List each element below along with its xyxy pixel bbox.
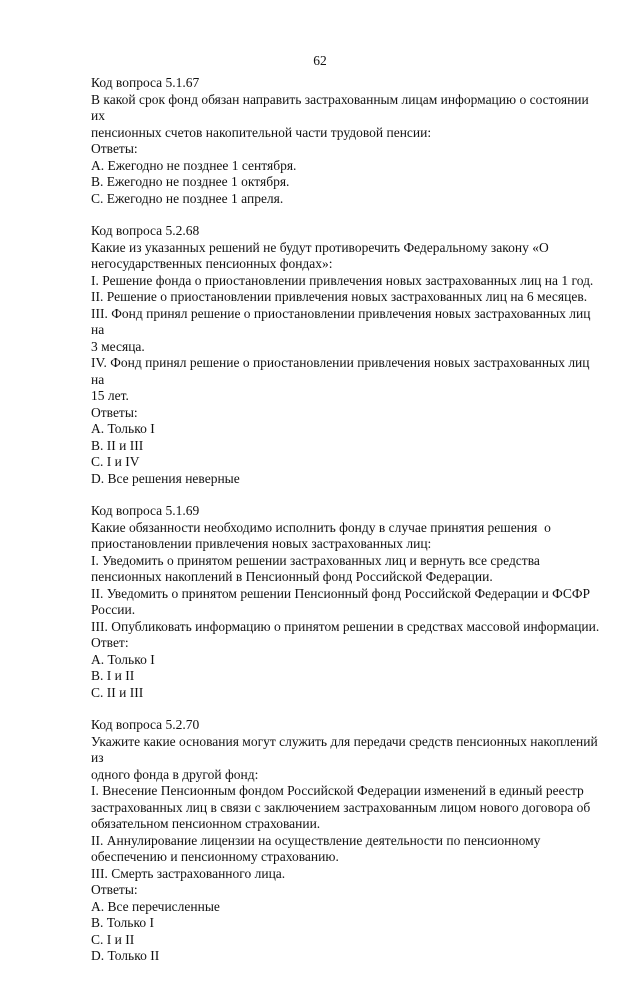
question-block [91, 75, 601, 207]
answer-option: А. Только I [91, 651, 155, 667]
answer-option: В. I и II [91, 668, 135, 683]
question-text-line: I. Внесение Пенсионным фондом Российской Федерации изменений в единый реестр [91, 783, 584, 798]
question-text-line: 3 месяца. [91, 338, 145, 354]
answers-label: Ответы: [91, 882, 138, 897]
answers-label: Ответы: [91, 404, 138, 420]
answer-option: С. II и III [91, 684, 144, 700]
answer-option: A. Все перечисленные [91, 898, 220, 914]
answers-label: Ответ: [91, 635, 129, 650]
question-text-line: пенсионных накоплений в Пенсионный фонд Российской Федерации. [91, 569, 493, 584]
question-text-line: Какие обязанности необходимо исполнить фонду в случае принятия решения о [91, 519, 551, 535]
question-text-line: пенсионных счетов накопительной части трудовой пенсии: [91, 124, 432, 140]
answers-label: Ответы: [91, 141, 138, 156]
question-text-line: II. Уведомить о принятом решении Пенсионный фонд Российской Федерации и ФСФР [91, 585, 591, 601]
page-number: 62 [313, 53, 327, 68]
question-code: Код вопроса 5.2.68 [91, 223, 200, 238]
question-text-line: В какой срок фонд обязан направить застрахованным лицам информацию о состоянии их [91, 91, 593, 123]
answer-option: В. Ежегодно не позднее 1 октября. [91, 174, 290, 189]
question-text-line: Какие из указанных решений не будут противоречить Федеральному закону «О [91, 239, 549, 255]
answer-option: C. I и II [91, 931, 135, 947]
question-text-line: I. Решение фонда о приостановлении привлечения новых застрахованных лиц на 1 год. [91, 272, 594, 288]
question-text-line: I. Уведомить о принятом решении застрахованных лиц и вернуть все средства [91, 552, 540, 568]
question-text-line: 15 лет. [91, 388, 129, 403]
question-text-line: II. Решение о приостановлении привлечения новых застрахованных лиц на 6 месяцев. [91, 289, 588, 304]
answer-option: B. II и III [91, 437, 144, 453]
question-text-line: обязательном пенсионном страховании. [91, 816, 321, 831]
question-text-line: III. Опубликовать информацию о принятом решении в средствах массовой информации. [91, 618, 600, 634]
answer-option: C. I и IV [91, 454, 140, 469]
question-text-line: приостановлении привлечения новых застрахованных лиц: [91, 536, 432, 551]
question-text-line: обеспечению и пенсионному страхованию. [91, 849, 339, 864]
answer-option: С. Ежегодно не позднее 1 апреля. [91, 190, 284, 206]
question-text-line: одного фонда в другой фонд: [91, 766, 259, 782]
answer-option: A. Только I [91, 421, 155, 436]
question-block [91, 223, 601, 487]
question-text-line: России. [91, 602, 136, 617]
question-code: Код вопроса 5.1.67 [91, 75, 200, 90]
question-text-line: IV. Фонд принял решение о приостановлении привлечения новых застрахованных лиц на [91, 355, 593, 387]
answer-option: D. Все решения неверные [91, 470, 240, 486]
answer-option: B. Только I [91, 915, 154, 930]
question-text-line: Укажите какие основания могут служить для передачи средств пенсионных накоплений из [91, 733, 602, 765]
question-block [91, 717, 601, 965]
question-text-line: III. Фонд принял решение о приостановлении привлечения новых застрахованных лиц на [91, 305, 594, 337]
question-block [91, 503, 601, 701]
question-text-line: негосударственных пенсионных фондах»: [91, 256, 333, 271]
question-list [91, 75, 601, 981]
answer-option: D. Только II [91, 948, 160, 963]
question-text-line: застрахованных лиц в связи с заключением застрахованным лицом нового договора об [91, 799, 591, 815]
answer-option: А. Ежегодно не позднее 1 сентября. [91, 157, 297, 173]
question-text-line: III. Смерть застрахованного лица. [91, 865, 286, 881]
question-text-line: II. Аннулирование лицензии на осуществление деятельности по пенсионному [91, 832, 541, 848]
question-code: Код вопроса 5.1.69 [91, 503, 200, 518]
question-code: Код вопроса 5.2.70 [91, 717, 200, 732]
